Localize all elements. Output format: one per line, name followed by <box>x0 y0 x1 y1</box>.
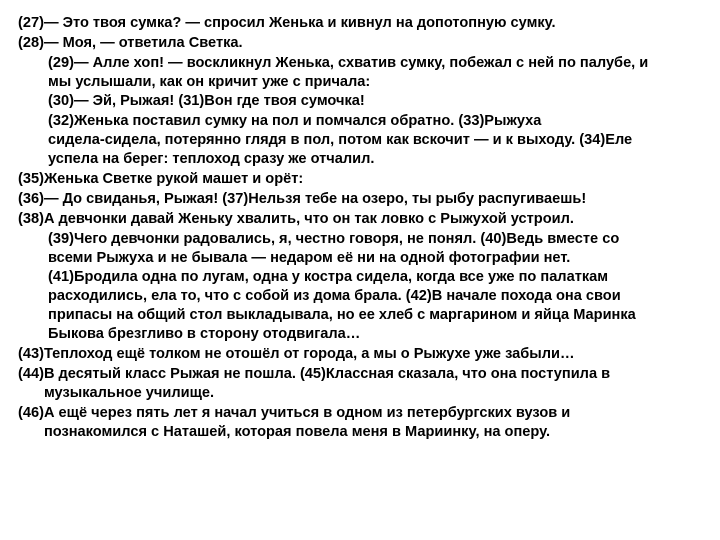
sentence-number: (38) <box>18 211 44 227</box>
paragraph-text <box>44 404 710 442</box>
paragraph-32-34 <box>18 112 710 169</box>
sentence-number: (44) <box>18 366 44 382</box>
paragraph-44-45 <box>18 365 710 403</box>
paragraph-39-42 <box>18 230 710 344</box>
paragraph-text <box>44 365 710 403</box>
paragraph-line: мы услышали, как он кричит уже с причала: <box>48 74 371 90</box>
sentence-number: (35) <box>18 171 44 187</box>
paragraph-28 <box>18 34 710 53</box>
paragraph-line: Быкова брезгливо в сторону отодвигала… <box>48 326 361 342</box>
paragraph-line: успела на берег: теплоход сразу же отчалил. <box>48 151 375 167</box>
paragraph-29-31 <box>18 54 710 111</box>
paragraph-line: В десятый класс Рыжая не пошла. (45)Классная сказала, что она поступила в <box>43 366 611 382</box>
document-text <box>18 14 710 443</box>
paragraph-36 <box>18 190 710 209</box>
paragraph-text: — Моя, — ответила Светка. <box>43 35 243 51</box>
paragraph-46 <box>18 404 710 442</box>
paragraph-text: А девчонки давай Женьку хвалить, что он так ловко с Рыжухой устроил. <box>43 211 574 227</box>
paragraph-27 <box>18 14 710 33</box>
paragraph-text: Женька Светке рукой машет и орёт: <box>43 171 304 187</box>
paragraph-43 <box>18 345 710 364</box>
paragraph-line: (41)Бродила одна по лугам, одна у костра сидела, когда все уже по палаткам <box>48 269 609 285</box>
sentence-number: (27) <box>18 15 44 31</box>
paragraph-text: — Это твоя сумка? — спросил Женька и кивнул на допотопную сумку. <box>43 15 556 31</box>
paragraph-line: сидела-сидела, потерянно глядя в пол, потом как вскочит — и к выходу. (34)Еле <box>48 132 633 148</box>
paragraph-line: (32)Женька поставил сумку на пол и помчался обратно. (33)Рыжуха <box>48 113 542 129</box>
paragraph-line: всеми Рыжуха и не бывала — недаром её ни на одной фотографии нет. <box>48 250 571 266</box>
paragraph-line: А ещё через пять лет я начал учиться в одном из петербургских вузов и <box>43 405 571 421</box>
paragraph-text: Теплоход ещё толком не отошёл от города, а мы о Рыжухе уже забыли… <box>43 346 575 362</box>
paragraph-35 <box>18 170 710 189</box>
paragraph-line: (30)— Эй, Рыжая! (31)Вон где твоя сумочка! <box>48 93 365 109</box>
sentence-number: (28) <box>18 35 44 51</box>
paragraph-line: расходились, ела то, что с собой из дома брала. (42)В начале похода она свои <box>48 288 621 304</box>
paragraph-line: познакомился с Наташей, которая повела меня в Мариинку, на оперу. <box>43 424 551 440</box>
paragraph-line: музыкальное училище. <box>43 385 215 401</box>
paragraph-line: (39)Чего девчонки радовались, я, честно говоря, не понял. (40)Ведь вместе со <box>48 231 620 247</box>
paragraph-line: припасы на общий стол выкладывала, но ее хлеб с маргарином и яйца Маринка <box>48 307 636 323</box>
sentence-number: (46) <box>18 405 44 421</box>
paragraph-text: — До свиданья, Рыжая! (37)Нельзя тебе на озеро, ты рыбу распугиваешь! <box>43 191 587 207</box>
paragraph-line: (29)— Алле хоп! — воскликнул Женька, схватив сумку, побежал с ней по палубе, и <box>48 55 649 71</box>
paragraph-38 <box>18 210 710 229</box>
sentence-number: (36) <box>18 191 44 207</box>
sentence-number: (43) <box>18 346 44 362</box>
